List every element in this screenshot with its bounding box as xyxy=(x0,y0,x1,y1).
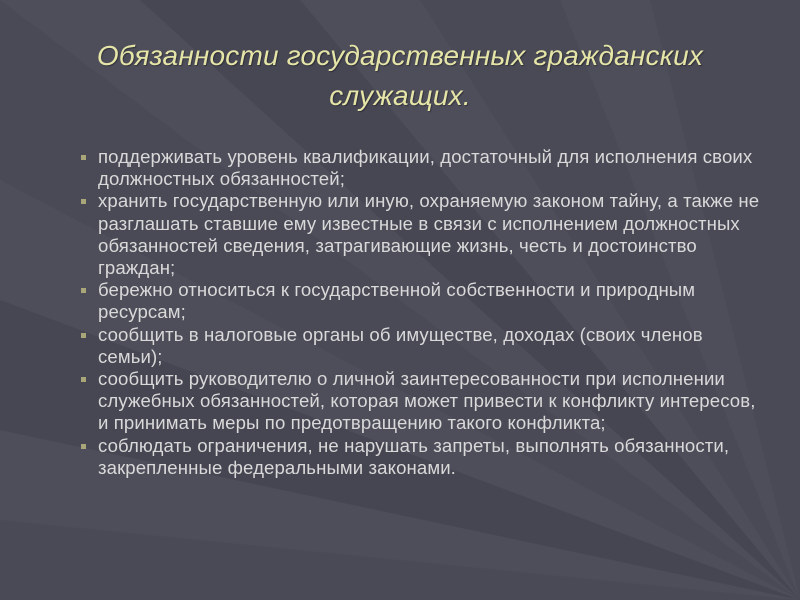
bullet-item xyxy=(76,324,766,368)
bullet-item xyxy=(76,146,766,190)
square-bullet-icon xyxy=(81,444,86,449)
bullet-text: соблюдать ограничения, не нарушать запреты, выполнять обязанности, закрепленные федеральными законами. xyxy=(98,434,730,478)
bullet-text: сообщить руководителю о личной заинтересованности при исполнении служебных обязанностей, которая может привести к конфликту интересов, и принимать меры по предотвращению такого конфликта; xyxy=(98,368,756,434)
bullet-list xyxy=(76,146,766,479)
slide-title: Обязанности государственных гражданских служащих. xyxy=(96,40,704,111)
square-bullet-icon xyxy=(81,155,86,160)
square-bullet-icon xyxy=(81,333,86,338)
square-bullet-icon xyxy=(81,377,86,382)
bullet-item xyxy=(76,279,766,323)
square-bullet-icon xyxy=(81,288,86,293)
bullet-text: бережно относиться к государственной собственности и природным ресурсам; xyxy=(98,279,696,323)
bullet-text: хранить государственную или иную, охраняемую законом тайну, а также не разглашать ставшие ему известные в связи с исполнением должностных обязанностей сведения, затрагивающие жизнь, честь и достоинство граждан; xyxy=(98,190,760,279)
bullet-item xyxy=(76,435,766,479)
bullet-item xyxy=(76,368,766,435)
bullet-text: сообщить в налоговые органы об имуществе, доходах (своих членов семьи); xyxy=(98,323,703,367)
bullet-text: поддерживать уровень квалификации, достаточный для исполнения своих должностных обязанностей; xyxy=(98,146,753,190)
bullet-item xyxy=(76,190,766,279)
square-bullet-icon xyxy=(81,199,86,204)
